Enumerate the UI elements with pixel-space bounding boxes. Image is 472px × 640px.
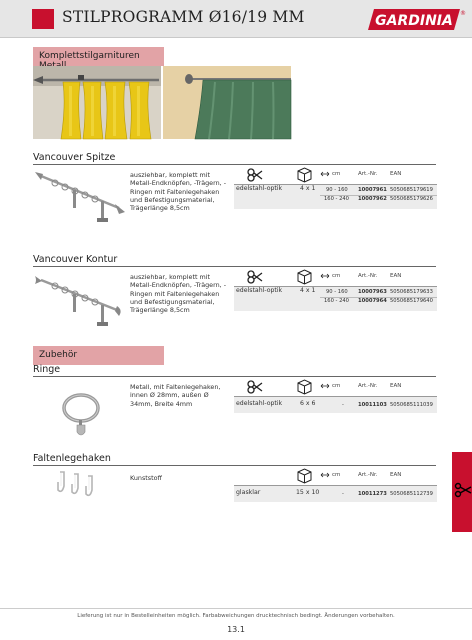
scissors-pack-icon <box>246 166 263 183</box>
ean-number: 5050685179640 <box>390 298 433 304</box>
product-title-ringe: Ringe <box>33 364 61 375</box>
product-title-faltenlegehaken: Faltenlegehaken <box>33 453 111 464</box>
spec-icons-row <box>234 466 437 486</box>
spec-table-vancouver-spitze <box>234 165 437 209</box>
col-header-dim: cm <box>332 171 341 177</box>
ean-number: 5050685179626 <box>390 196 433 202</box>
art-number: 10007962 <box>358 196 387 202</box>
art-number: 10011103 <box>358 402 387 408</box>
dim-value: 160 - 240 <box>324 196 349 202</box>
box-icon <box>296 378 313 395</box>
spec-table-ringe <box>234 377 437 413</box>
finish: edelstahl-optik <box>236 185 283 192</box>
ean-number: 5050685111039 <box>390 402 433 408</box>
pack-size: 4 x 1 <box>300 287 316 294</box>
spec-icons-row <box>234 165 437 185</box>
pack-size: 4 x 1 <box>300 185 316 192</box>
box-icon <box>296 166 313 183</box>
svg-text:GARDINIA: GARDINIA <box>375 13 453 29</box>
photo-rod-kontur <box>33 270 125 338</box>
page-number: 13.1 <box>227 625 245 634</box>
svg-text:®: ® <box>460 10 466 17</box>
col-header-art: Art.-Nr. <box>358 472 378 478</box>
double-arrow-icon <box>320 470 330 480</box>
col-header-dim: cm <box>332 273 341 279</box>
col-header-dim: cm <box>332 383 341 389</box>
gardinia-logo <box>366 6 464 33</box>
page-title: STILPROGRAMM Ø16/19 MM <box>62 8 305 26</box>
product-title-vancouver-spitze: Vancouver Spitze <box>33 152 116 163</box>
col-header-ean: EAN <box>390 472 402 478</box>
col-header-art: Art.-Nr. <box>358 171 378 177</box>
section-complete-sets: Komplettstilgarnituren <box>33 47 164 66</box>
dim-value: 160 - 240 <box>324 298 349 304</box>
spec-icons-row <box>234 377 437 397</box>
art-number: 10007964 <box>358 298 387 304</box>
product-description: Metall, mit Faltenlegehaken, innen Ø 28mm, außen Ø 34mm, Breite 4mm <box>130 383 221 408</box>
art-number: 10007963 <box>358 289 387 295</box>
footer-divider <box>0 608 472 609</box>
ean-number: 5050685179633 <box>390 289 433 295</box>
spec-table-faltenlegehaken <box>234 466 437 502</box>
red-square-mark <box>32 9 54 29</box>
product-description: ausziehbar, komplett mit Metall-Endknöpfen, -Trägern, -Ringen mit Faltenlegehaken und Befestigungsmaterial, Trägerlänge 8,5cm <box>130 171 227 213</box>
spec-table-vancouver-kontur <box>234 267 437 311</box>
chapter-tab <box>452 452 472 532</box>
col-header-ean: EAN <box>390 171 402 177</box>
dim-value: 90 - 160 <box>326 289 348 295</box>
col-header-art: Art.-Nr. <box>358 383 378 389</box>
photo-hooks <box>50 468 120 500</box>
col-header-ean: EAN <box>390 273 402 279</box>
page-header <box>0 0 472 38</box>
finish: glasklar <box>236 489 261 496</box>
dim-value: - <box>342 491 344 497</box>
pack-size: 6 x 6 <box>300 400 316 407</box>
dim-value: 90 - 160 <box>326 187 348 193</box>
product-description: ausziehbar, komplett mit Metall-Endknöpfen, -Trägern, -Ringen mit Faltenlegehaken und Befestigungsmaterial, Trägerlänge 8,5cm <box>130 273 227 315</box>
product-title-vancouver-kontur: Vancouver Kontur <box>33 254 118 265</box>
finish: edelstahl-optik <box>236 287 283 294</box>
double-arrow-icon <box>320 169 330 179</box>
spec-icons-row <box>234 267 437 287</box>
section-accessories: Zubehör <box>33 346 164 365</box>
photo-rod-spitze <box>33 168 125 236</box>
ean-number: 5050685112739 <box>390 491 433 497</box>
scissors-icon <box>454 482 472 498</box>
scissors-pack-icon <box>246 268 263 285</box>
box-icon <box>296 268 313 285</box>
art-number: 10011273 <box>358 491 387 497</box>
col-header-dim: cm <box>332 472 341 478</box>
box-icon <box>296 467 313 484</box>
photo-yellow-curtain <box>33 66 161 139</box>
pack-size: 15 x 10 <box>296 489 320 496</box>
col-header-ean: EAN <box>390 383 402 389</box>
dim-value: - <box>342 402 344 408</box>
ean-number: 5050685179619 <box>390 187 433 193</box>
finish: edelstahl-optik <box>236 400 283 407</box>
double-arrow-icon <box>320 271 330 281</box>
col-header-art: Art.-Nr. <box>358 273 378 279</box>
photo-green-curtain <box>163 66 291 139</box>
scissors-pack-icon <box>246 378 263 395</box>
photo-ring <box>33 380 125 440</box>
double-arrow-icon <box>320 381 330 391</box>
footer-note: Lieferung ist nur in Bestelleinheiten möglich. Farbabweichungen drucktechnisch bedingt. Änderungen vorbehalten. <box>77 613 395 619</box>
art-number: 10007961 <box>358 187 387 193</box>
product-description: Kunststoff <box>130 474 162 482</box>
